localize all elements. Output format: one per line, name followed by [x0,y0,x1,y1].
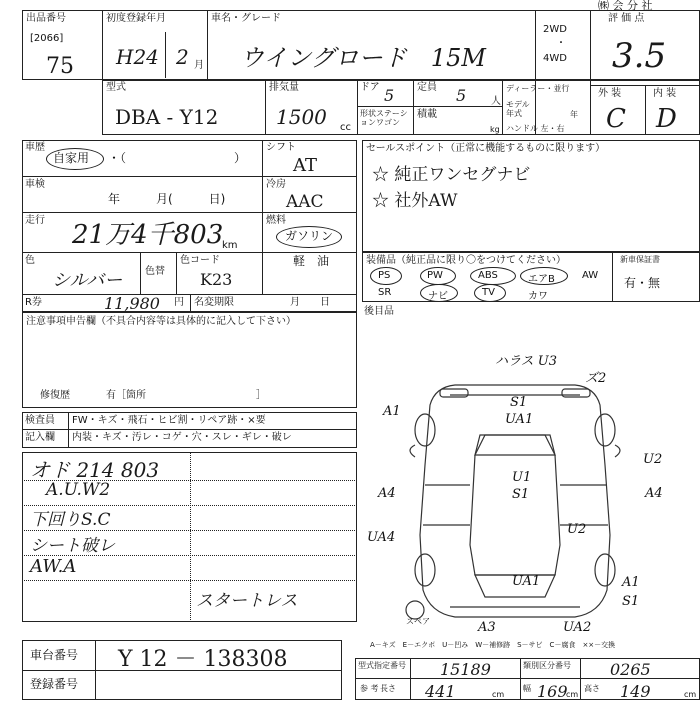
load-label: 積載 [417,109,437,120]
month-unit: 月 [194,60,204,71]
score-value: 3.5 [612,36,667,76]
inspection-value: 年 月( 日) [108,192,226,206]
model-value: DBA - Y12 [115,105,219,129]
inspector-label-2: 記入欄 [25,432,55,443]
recycle-value: 11,980 [104,294,160,313]
dmg-a4-right: A4 [645,486,663,501]
comment-2: A.U.W2 [46,480,111,500]
width-label: 幅 [523,684,531,693]
inspector-row-1: FW・キズ・飛石・ヒビ割・リペア跡・×要 [72,415,266,426]
person-unit: 人 [491,96,501,107]
width-unit: cm [566,690,579,699]
color-value: シルバー [52,270,123,291]
dmg-ua1-hood: UA1 [505,412,534,427]
height-unit: cm [684,690,697,699]
length-label: 長さ [380,684,396,693]
equip-abs: ABS [478,270,498,281]
exterior-label: 外 装 [598,88,622,99]
interior-label: 内 装 [653,88,677,99]
first-reg-month: 2 [176,45,189,69]
category-value: 0265 [610,660,651,679]
equip-tv: TV [482,287,495,298]
inspection-label: 車検 [25,179,45,190]
model-label: 型式 [106,82,126,93]
dmg-a4-left: A4 [378,486,396,501]
dmg-u1-roof: U1 [512,470,532,485]
km-unit: km [222,240,238,251]
company-name: ㈱ 会 分 社 [598,0,653,12]
doors-value: 5 [384,86,395,105]
dealer-label: ディーラー・並行 [506,84,570,93]
score-label: 評 価 点 [608,13,645,24]
equip-pw: PW [427,270,443,281]
comment-4: シート破レ [30,536,115,556]
height-value: 149 [620,682,651,701]
fuel-value: ガソリン [285,229,334,243]
equipment-label: 装備品（純正品に限り〇をつけてください） [366,255,566,266]
lot-label: 出品番号 [26,13,66,24]
model-year-label: モデル年式 [506,100,530,118]
chassis-label: 車台番号 [30,648,79,662]
width-value: 169 [537,682,568,701]
name-change-label: 名変期限 [194,297,234,308]
length-value: 441 [425,682,456,701]
inspector-row-2: 内装・キズ・汚レ・コゲ・穴・スレ・ギレ・破レ [72,432,292,443]
color-code-label: 色コード [180,255,220,266]
category-label: 類別区分番号 [523,661,571,670]
year-unit: 年 [570,110,578,119]
inspector-label-1: 検査員 [25,415,55,426]
mileage-value: 21万4千803 [72,220,224,250]
color-label: 色 [25,255,35,266]
dmg-ua4-left: UA4 [367,530,396,545]
first-reg-year: H24 [116,45,159,69]
usage-value: 自家用 [53,151,90,165]
handle-label: ハンドル 左・右 [506,124,565,133]
first-reg-label: 初度登録年月 [106,13,166,24]
chassis-value: Y 12 － 138308 [118,647,288,672]
dmg-u2-right: U2 [643,452,663,467]
capacity-label: 定員 [417,82,437,93]
repair-label: 修復歴 [40,390,70,401]
spare-label: スペア [406,617,430,626]
warranty-value: 有・無 [624,276,661,290]
dmg-s1-roof: S1 [512,487,530,502]
sales-point-2: ☆ 社外AW [372,191,458,211]
comment-5: AW.A [30,556,77,577]
exterior-grade: C [606,104,626,134]
color-change-label: 色替 [145,266,165,277]
ref-label: 参 考 [360,684,379,693]
car-name-label: 車名・グレード [211,13,281,24]
interior-grade: D [656,104,677,134]
color-code-value: K23 [200,270,233,289]
mileage-label: 走行 [25,215,45,226]
comment-6: スタートレス [196,591,298,611]
equip-aw: AW [582,270,599,281]
dmg-a1-front-left: A1 [383,404,401,419]
equip-sr: SR [378,287,392,298]
drive-2wd: 2WD [543,24,567,35]
dmg-ua1-rear: UA1 [512,574,541,589]
lot-number: 75 [46,54,74,79]
displacement-value: 1500 [276,105,327,129]
yen-unit: 円 [174,297,184,308]
dmg-s1-hood: S1 [510,395,528,410]
car-name: ウイングロード 15M [240,44,486,72]
shift-label: シフト [266,142,296,153]
fuel-alt: 軽 油 [293,254,330,268]
name-change-value: 月 日 [290,297,330,308]
warranty-label: 新車保証書 [620,255,660,264]
diagram-legend: A－キズ E－エクボ U－凹み W－補修跡 S－サビ C－腐食 ××－交換 [370,641,616,649]
ac-value: AAC [286,192,324,212]
rear-seat-label: 後目品 [364,306,394,317]
registration-label: 登録番号 [30,677,79,691]
dmg-a1-rear-right: A1 [622,575,640,590]
equip-navi: ナビ [428,291,448,302]
shift-value: AT [293,155,318,176]
recycle-label: R券 [25,297,42,308]
equip-ps: PS [378,270,391,281]
dmg-harasu-u3: ハラス U3 [495,354,557,369]
equip-airbag: エアB [528,274,555,285]
shape-label: 形状ステーションワゴン [360,109,408,127]
fuel-label: 燃料 [266,215,286,226]
repair-value: 有［箇所 ］ [106,390,266,401]
designation-value: 15189 [440,660,491,679]
designation-label: 型式指定番号 [358,661,406,670]
drive-4wd: 4WD [543,53,567,64]
length-unit: cm [492,690,505,699]
doors-label: ドア [360,82,380,93]
dmg-zu2: ズ2 [585,371,607,386]
lot-code: [2066] [30,33,64,44]
ac-label: 冷房 [266,179,286,190]
dmg-ua2-rear: UA2 [563,620,592,635]
usage-label: 車歴 [25,142,45,153]
notes-label: 注意事項申告欄（不具合内容等は具体的に記入して下さい） [26,316,296,327]
dmg-a3-rear: A3 [478,620,496,635]
displacement-label: 排気量 [269,82,299,93]
dmg-s1-rear-right: S1 [622,594,640,609]
sales-point-1: ☆ 純正ワンセグナビ [372,165,531,185]
sales-points-label: セールスポイント（正常に機能するものに限ります） [366,143,606,154]
kg-unit: kg [490,125,500,134]
comment-1: オド 214 803 [30,458,160,482]
comment-3: 下回りS.C [30,510,111,530]
cc-unit: cc [340,122,351,133]
dmg-u2-rear-right: U2 [567,522,587,537]
usage-paren: ・（ ） [108,151,247,165]
drive-dot: ・ [556,38,566,49]
equip-leather: カワ [528,291,548,302]
height-label: 高さ [584,684,600,693]
capacity-value: 5 [456,86,467,105]
